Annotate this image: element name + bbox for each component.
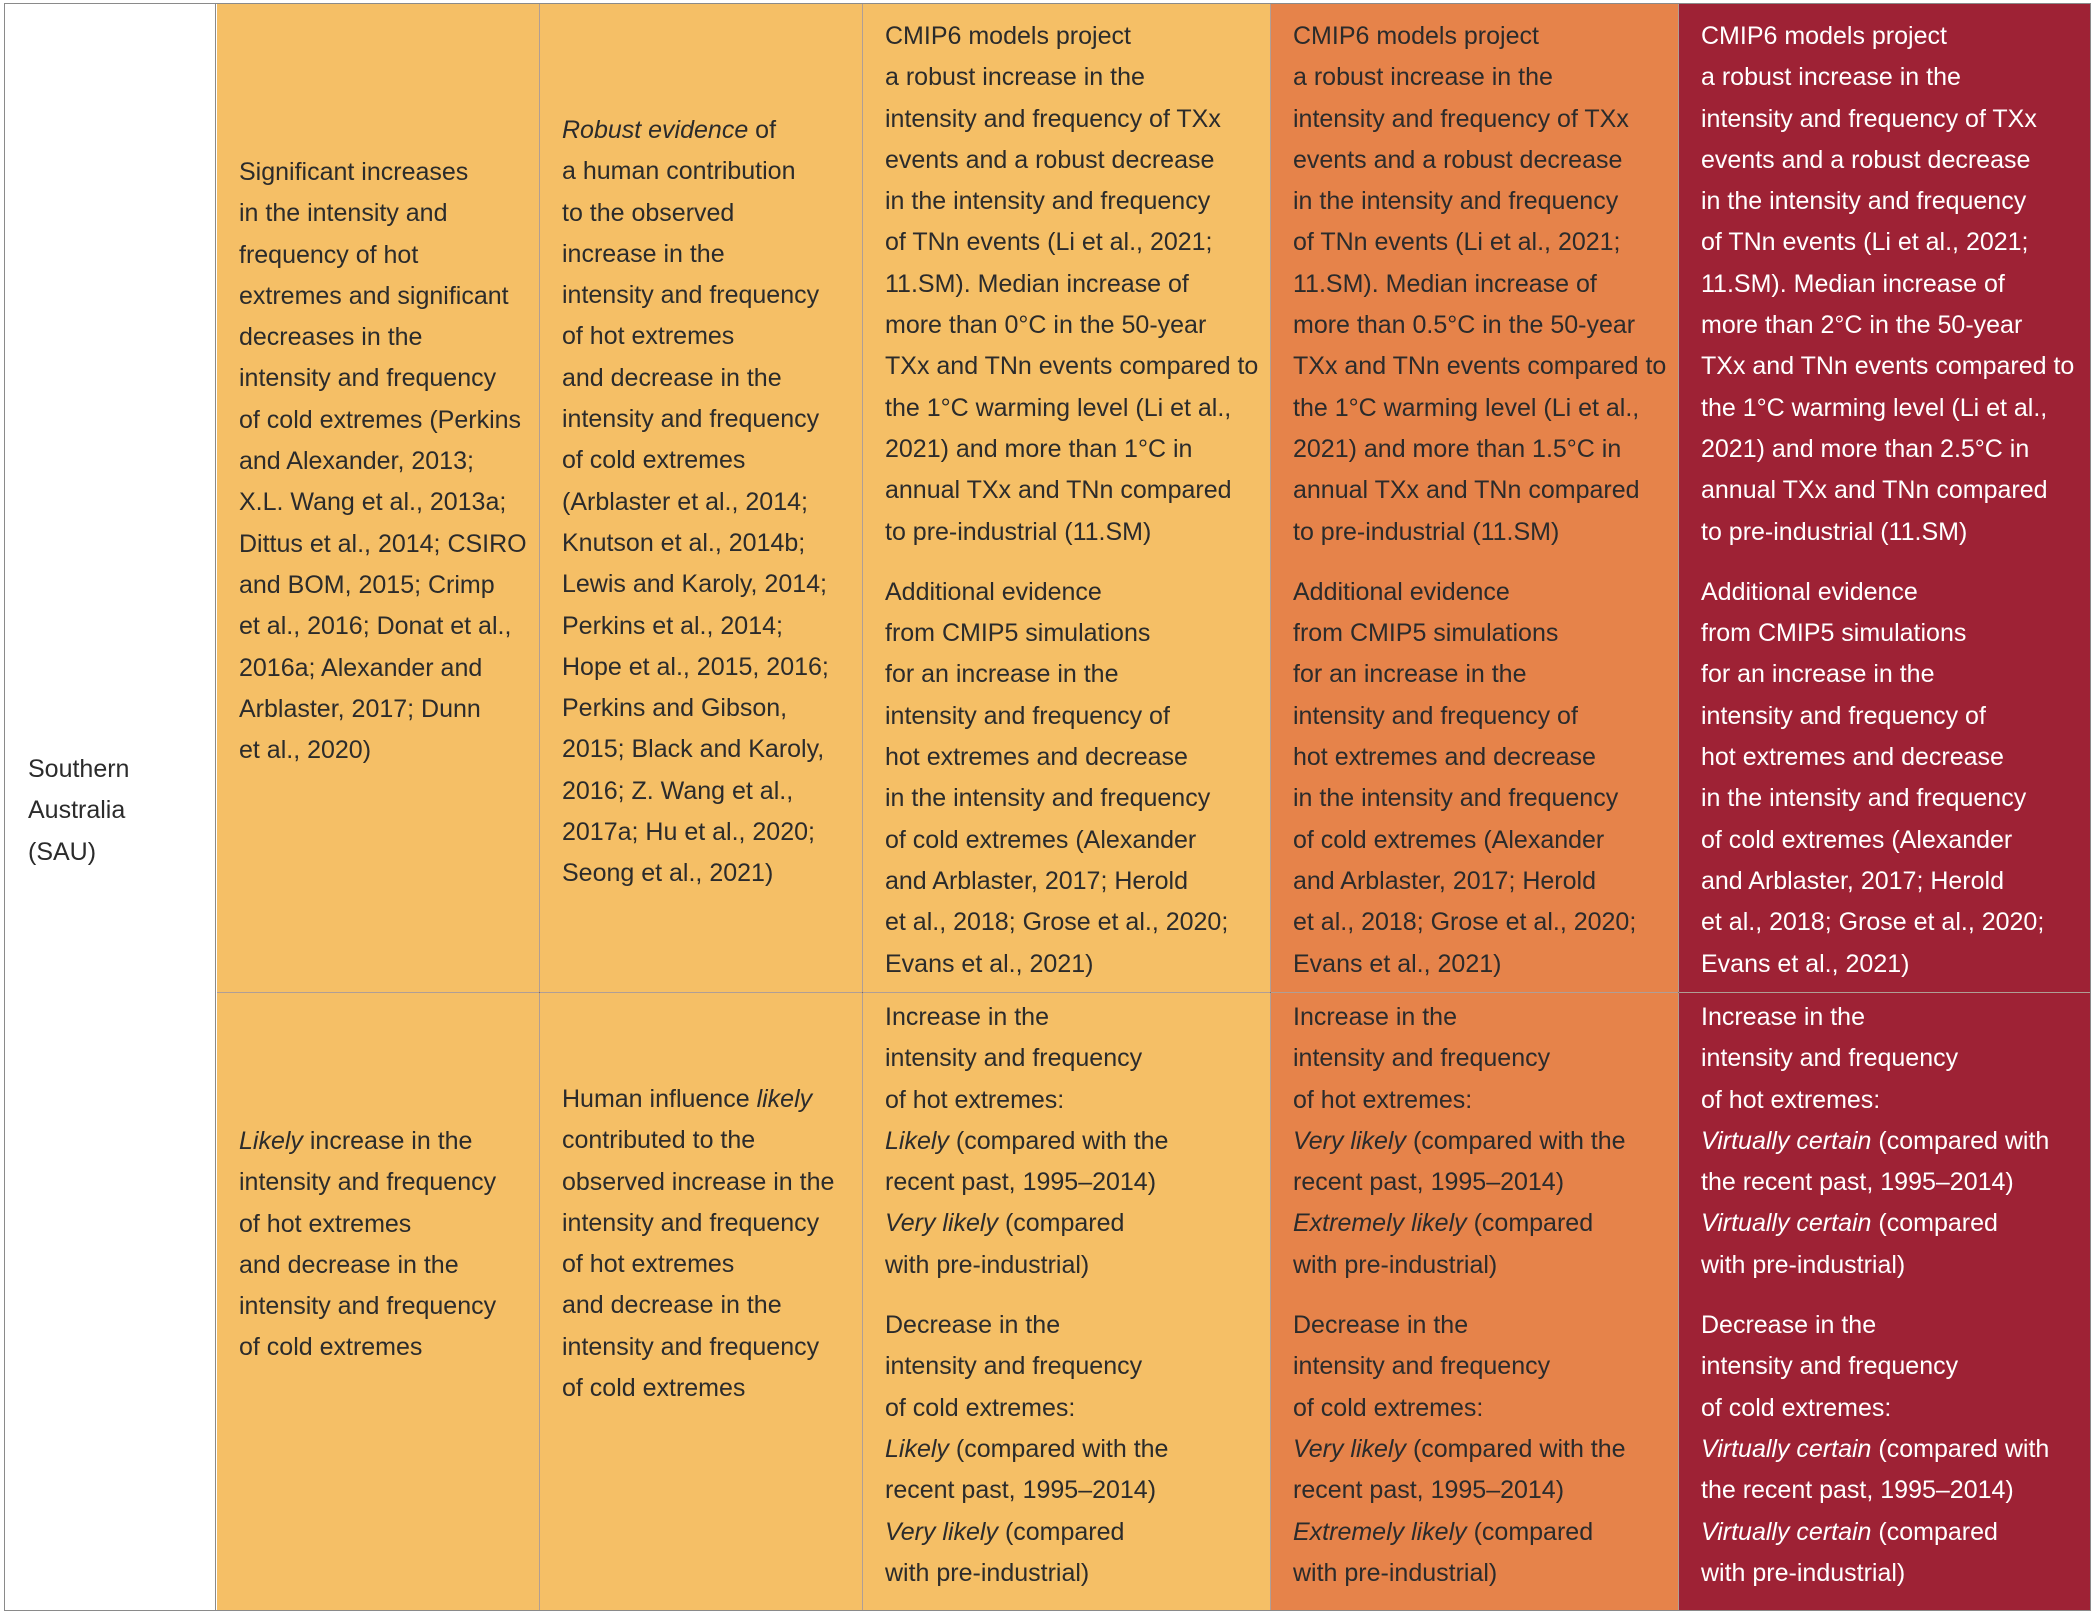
text-line: [239, 1121, 531, 1162]
row1-projection-4c-text: [1701, 16, 2082, 985]
text-line: more than 0°C in the 50-year: [885, 311, 1207, 340]
text-line: intensity and frequency: [239, 364, 497, 393]
text-line: of hot extremes: [562, 1250, 735, 1279]
text-line: intensity and frequency: [885, 1352, 1143, 1381]
text-line: annual TXx and TNn compared: [1293, 476, 1640, 505]
region-label: [28, 749, 207, 873]
paragraph-gap: [1701, 553, 2082, 572]
text-line: recent past, 1995–2014): [885, 1476, 1157, 1505]
text-line: to the observed: [562, 198, 735, 227]
text-line: observed increase in the: [562, 1167, 835, 1196]
text-line: Lewis and Karoly, 2014;: [562, 570, 827, 599]
text-run: (compared with the: [1406, 1126, 1626, 1155]
text-line: Decrease in the: [1701, 1311, 1877, 1340]
row1-projection-1-5c-cell: [863, 4, 1270, 992]
row1-attribution-cell: [540, 4, 862, 992]
text-line: to pre-industrial (11.SM): [885, 517, 1152, 546]
column-divider: [539, 4, 540, 1610]
text-line: from CMIP5 simulations: [885, 619, 1151, 648]
row2-projection-4c-cell: [1679, 993, 2090, 1610]
region-cell: [5, 4, 216, 1610]
text-line: [1293, 1512, 1670, 1553]
text-line: in the intensity and frequency: [1293, 784, 1619, 813]
italic-term: likely: [756, 1085, 813, 1113]
text-line: CMIP6 models project: [885, 22, 1131, 50]
text-line: and Arblaster, 2017; Herold: [885, 866, 1188, 895]
text-line: Increase in the: [1293, 1003, 1457, 1031]
text-line: the 1°C warming level (Li et al.,: [1293, 393, 1640, 422]
text-run: (compared: [998, 1517, 1125, 1546]
text-line: of cold extremes (Alexander: [885, 825, 1197, 854]
text-line: with pre-industrial): [1701, 1250, 1906, 1279]
text-line: for an increase in the: [1293, 660, 1527, 689]
likelihood-term: Virtually certain: [1701, 1126, 1872, 1155]
text-line: increase in the: [562, 239, 725, 268]
column-divider: [862, 4, 863, 1610]
text-line: of cold extremes (Perkins: [239, 405, 522, 434]
text-line: from CMIP5 simulations: [1701, 619, 1967, 648]
text-run: (compared: [1466, 1517, 1594, 1546]
text-line: et al., 2018; Grose et al., 2020;: [1293, 908, 1637, 937]
text-line: et al., 2020): [239, 736, 372, 765]
text-line: events and a robust decrease: [1701, 145, 2031, 174]
text-line: for an increase in the: [885, 660, 1119, 689]
text-line: Perkins et al., 2014;: [562, 611, 783, 640]
text-line: 2021) and more than 1°C in: [885, 434, 1193, 463]
paragraph-gap: [885, 1286, 1262, 1305]
row2-projection-1-5c-text: [885, 997, 1262, 1594]
text-line: frequency of hot: [239, 240, 419, 269]
text-line: extremes and significant: [239, 281, 509, 310]
text-run: (compared: [998, 1209, 1125, 1238]
text-line: in the intensity and frequency: [885, 784, 1211, 813]
text-line: [1701, 1512, 2082, 1553]
text-line: intensity and frequency of TXx: [1293, 104, 1629, 133]
row1-attribution-text: [562, 110, 854, 895]
text-line: hot extremes and decrease: [1701, 743, 2004, 772]
text-line: and Alexander, 2013;: [239, 447, 474, 476]
text-line: more than 0.5°C in the 50-year: [1293, 311, 1636, 340]
text-line: Perkins and Gibson,: [562, 694, 788, 723]
region-label-line: Southern: [28, 755, 130, 783]
text-line: et al., 2018; Grose et al., 2020;: [1701, 908, 2045, 937]
text-line: intensity and frequency of: [1701, 701, 1986, 730]
row2-attribution-cell: [540, 993, 862, 1610]
text-line: to pre-industrial (11.SM): [1701, 517, 1968, 546]
text-line: TXx and TNn events compared to: [1293, 352, 1667, 381]
text-line: of cold extremes: [239, 1333, 423, 1362]
text-line: 2016; Z. Wang et al.,: [562, 776, 794, 805]
row2-projection-1-5c-cell: [863, 993, 1270, 1610]
text-line: Dittus et al., 2014; CSIRO: [239, 529, 527, 558]
likelihood-term: Very likely: [1293, 1434, 1406, 1463]
text-line: with pre-industrial): [1701, 1558, 1906, 1587]
text-line: TXx and TNn events compared to: [1701, 352, 2075, 381]
text-run: (compared with the: [948, 1434, 1169, 1463]
text-line: recent past, 1995–2014): [885, 1168, 1157, 1197]
text-line: with pre-industrial): [885, 1558, 1090, 1587]
text-line: intensity and frequency: [562, 1332, 820, 1361]
text-line: recent past, 1995–2014): [1293, 1476, 1565, 1505]
text-line: 11.SM). Median increase of: [1701, 269, 2005, 298]
text-line: in the intensity and frequency: [885, 187, 1211, 216]
text-line: in the intensity and frequency: [1293, 187, 1619, 216]
text-run: (compared with the: [948, 1126, 1169, 1155]
text-line: Evans et al., 2021): [1293, 949, 1502, 978]
row2-observed-trends-cell: [217, 993, 539, 1610]
text-line: Knutson et al., 2014b;: [562, 528, 806, 557]
text-line: with pre-industrial): [1293, 1558, 1498, 1587]
text-line: of hot extremes:: [885, 1085, 1065, 1114]
text-line: intensity and frequency: [885, 1044, 1143, 1073]
text-line: [562, 1079, 854, 1120]
text-line: of hot extremes:: [1293, 1085, 1473, 1114]
text-line: from CMIP5 simulations: [1293, 619, 1559, 648]
text-line: [885, 1512, 1262, 1553]
text-line: intensity and frequency of: [885, 701, 1170, 730]
region-label-line: (SAU): [28, 837, 97, 866]
row1-projection-4c-cell: [1679, 4, 2090, 992]
text-line: Significant increases: [239, 158, 469, 186]
column-divider: [1678, 4, 1679, 1610]
text-line: a robust increase in the: [1293, 63, 1553, 92]
row-divider: [217, 992, 2090, 993]
text-line: [1293, 1121, 1670, 1162]
text-run: of: [748, 116, 777, 144]
text-line: the 1°C warming level (Li et al.,: [885, 393, 1232, 422]
text-line: for an increase in the: [1701, 660, 1935, 689]
text-line: intensity and frequency: [562, 405, 820, 434]
row2-projection-4c-text: [1701, 997, 2082, 1594]
text-line: events and a robust decrease: [885, 145, 1215, 174]
text-line: and BOM, 2015; Crimp: [239, 570, 495, 599]
text-line: intensity and frequency: [562, 1208, 820, 1237]
text-line: Additional evidence: [885, 577, 1102, 606]
text-line: Arblaster, 2017; Dunn: [239, 694, 481, 723]
text-line: 2016a; Alexander and: [239, 653, 483, 682]
text-line: et al., 2016; Donat et al.,: [239, 612, 512, 641]
text-line: Additional evidence: [1293, 577, 1510, 606]
text-line: 2017a; Hu et al., 2020;: [562, 818, 815, 847]
text-line: 11.SM). Median increase of: [885, 269, 1189, 298]
text-line: of cold extremes (Alexander: [1293, 825, 1605, 854]
text-line: and decrease in the: [239, 1250, 459, 1279]
text-line: of cold extremes:: [1701, 1393, 1892, 1422]
text-run: (compared: [1466, 1209, 1594, 1238]
row1-observed-trends-cell: [217, 4, 539, 992]
text-line: CMIP6 models project: [1293, 22, 1539, 50]
text-line: Increase in the: [885, 1003, 1049, 1031]
text-line: of hot extremes: [562, 322, 735, 351]
text-line: with pre-industrial): [885, 1250, 1090, 1279]
text-line: [1293, 1429, 1670, 1470]
likelihood-term: Extremely likely: [1293, 1517, 1467, 1546]
text-line: of hot extremes:: [1701, 1085, 1881, 1114]
text-line: [1293, 1203, 1670, 1244]
text-line: [885, 1203, 1262, 1244]
text-line: hot extremes and decrease: [1293, 743, 1596, 772]
text-line: and Arblaster, 2017; Herold: [1701, 866, 2004, 895]
text-line: and decrease in the: [562, 363, 782, 392]
text-line: intensity and frequency: [239, 1168, 497, 1197]
text-line: of hot extremes: [239, 1209, 412, 1238]
likelihood-term: Very likely: [1293, 1126, 1406, 1155]
column-divider: [1270, 4, 1271, 1610]
text-line: of cold extremes:: [885, 1393, 1076, 1422]
text-line: Hope et al., 2015, 2016;: [562, 652, 829, 681]
text-line: intensity and frequency: [562, 281, 820, 310]
text-line: in the intensity and frequency: [1701, 187, 2027, 216]
text-line: to pre-industrial (11.SM): [1293, 517, 1560, 546]
text-run: Human influence: [562, 1085, 757, 1113]
likelihood-term: Extremely likely: [1293, 1209, 1467, 1238]
text-line: and decrease in the: [562, 1291, 782, 1320]
row2-attribution-text: [562, 1079, 854, 1409]
text-line: of cold extremes: [562, 446, 746, 475]
text-line: intensity and frequency: [1701, 1352, 1959, 1381]
text-run: (compared with the: [1406, 1434, 1626, 1463]
row2-observed-trends-text: [239, 1121, 531, 1369]
row2-projection-2c-cell: [1271, 993, 1678, 1610]
text-line: recent past, 1995–2014): [1293, 1168, 1565, 1197]
text-line: a robust increase in the: [885, 63, 1145, 92]
text-line: [1701, 1203, 2082, 1244]
text-line: [885, 1429, 1262, 1470]
text-line: contributed to the: [562, 1126, 756, 1155]
text-line: Decrease in the: [885, 1311, 1061, 1340]
likelihood-term: Likely: [885, 1126, 949, 1155]
text-line: more than 2°C in the 50-year: [1701, 311, 2023, 340]
italic-term: Robust evidence: [562, 116, 749, 144]
text-line: intensity and frequency: [1293, 1044, 1551, 1073]
likelihood-term: Very likely: [885, 1517, 998, 1546]
row1-projection-1-5c-text: [885, 16, 1262, 985]
text-line: et al., 2018; Grose et al., 2020;: [885, 908, 1229, 937]
paragraph-gap: [1701, 1286, 2082, 1305]
text-line: annual TXx and TNn compared: [885, 476, 1232, 505]
likelihood-term: Virtually certain: [1701, 1517, 1872, 1546]
text-line: and Arblaster, 2017; Herold: [1293, 866, 1596, 895]
likelihood-term: Very likely: [885, 1209, 998, 1238]
text-line: of TNn events (Li et al., 2021;: [1293, 228, 1621, 257]
text-line: [562, 110, 854, 151]
text-line: [885, 1121, 1262, 1162]
paragraph-gap: [1293, 1286, 1670, 1305]
text-line: the recent past, 1995–2014): [1701, 1168, 2014, 1197]
text-line: intensity and frequency of: [1293, 701, 1578, 730]
text-line: 2021) and more than 1.5°C in: [1293, 434, 1622, 463]
text-line: Seong et al., 2021): [562, 859, 774, 888]
row1-projection-2c-cell: [1271, 4, 1678, 992]
text-run: increase in the: [302, 1127, 473, 1155]
text-line: of TNn events (Li et al., 2021;: [1701, 228, 2029, 257]
text-line: the 1°C warming level (Li et al.,: [1701, 393, 2048, 422]
text-line: 2021) and more than 2.5°C in: [1701, 434, 2030, 463]
text-line: intensity and frequency: [1701, 1044, 1959, 1073]
text-line: [1701, 1429, 2082, 1470]
row2-projection-2c-text: [1293, 997, 1670, 1594]
text-line: of cold extremes (Alexander: [1701, 825, 2013, 854]
text-run: (compared: [1871, 1209, 1998, 1238]
paragraph-gap: [885, 553, 1262, 572]
text-line: Additional evidence: [1701, 577, 1918, 606]
text-line: intensity and frequency of TXx: [885, 104, 1221, 133]
text-line: a human contribution: [562, 157, 796, 186]
text-line: of TNn events (Li et al., 2021;: [885, 228, 1213, 257]
text-line: intensity and frequency: [1293, 1352, 1551, 1381]
text-line: events and a robust decrease: [1293, 145, 1623, 174]
row1-projection-2c-text: [1293, 16, 1670, 985]
text-line: hot extremes and decrease: [885, 743, 1188, 772]
text-line: (Arblaster et al., 2014;: [562, 487, 808, 516]
text-run: (compared with: [1871, 1434, 2050, 1463]
text-line: of cold extremes: [562, 1374, 746, 1403]
text-line: 2015; Black and Karoly,: [562, 735, 825, 764]
text-line: in the intensity and: [239, 199, 448, 228]
text-line: 11.SM). Median increase of: [1293, 269, 1597, 298]
text-line: in the intensity and frequency: [1701, 784, 2027, 813]
text-line: Evans et al., 2021): [1701, 949, 1910, 978]
text-line: decreases in the: [239, 323, 423, 352]
text-line: [1701, 1121, 2082, 1162]
italic-term: Likely: [239, 1127, 303, 1155]
text-line: annual TXx and TNn compared: [1701, 476, 2048, 505]
text-line: of cold extremes:: [1293, 1393, 1484, 1422]
likelihood-term: Virtually certain: [1701, 1434, 1872, 1463]
text-line: a robust increase in the: [1701, 63, 1961, 92]
paragraph-gap: [1293, 553, 1670, 572]
text-line: intensity and frequency of TXx: [1701, 104, 2037, 133]
text-line: Evans et al., 2021): [885, 949, 1094, 978]
text-line: TXx and TNn events compared to: [885, 352, 1259, 381]
text-line: X.L. Wang et al., 2013a;: [239, 488, 507, 517]
text-run: (compared: [1871, 1517, 1998, 1546]
likelihood-term: Virtually certain: [1701, 1209, 1872, 1238]
text-line: intensity and frequency: [239, 1292, 497, 1321]
assessment-table: [4, 3, 2091, 1611]
text-line: Decrease in the: [1293, 1311, 1469, 1340]
text-line: CMIP6 models project: [1701, 22, 1947, 50]
text-line: with pre-industrial): [1293, 1250, 1498, 1279]
text-line: the recent past, 1995–2014): [1701, 1476, 2014, 1505]
likelihood-term: Likely: [885, 1434, 949, 1463]
text-line: Increase in the: [1701, 1003, 1865, 1031]
region-label-line: Australia: [28, 796, 126, 825]
row1-observed-trends-text: [239, 152, 531, 771]
text-run: (compared with: [1871, 1126, 2050, 1155]
